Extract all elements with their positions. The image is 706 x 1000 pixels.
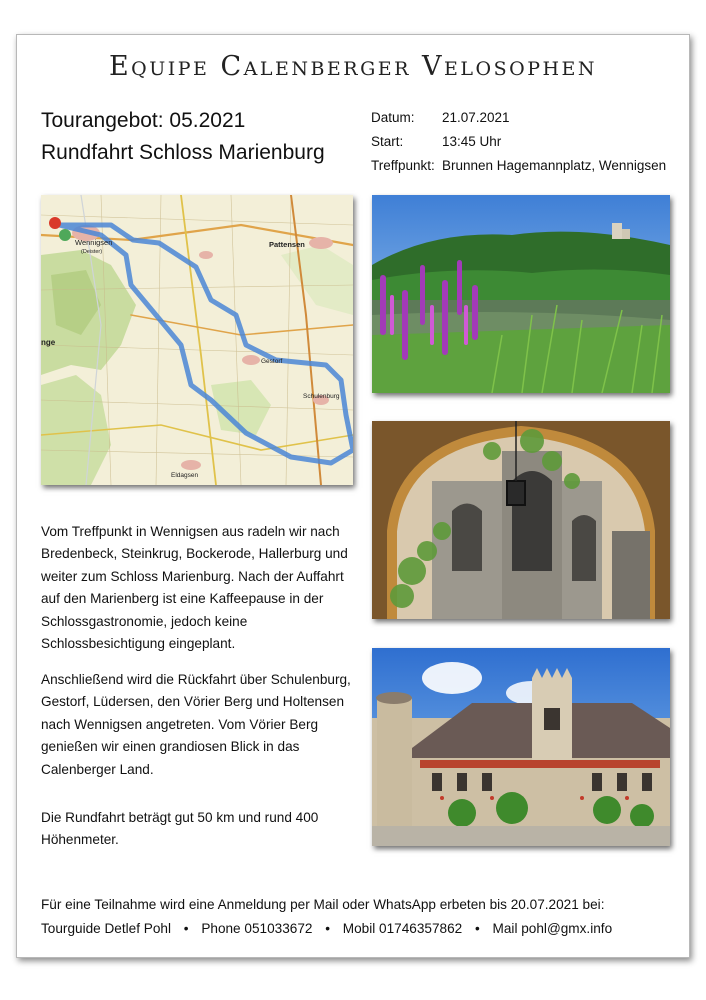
tour-heading — [41, 105, 325, 169]
contact-phone: Phone 051033672 — [201, 921, 313, 936]
tour-name: Rundfahrt Schloss Marienburg — [41, 141, 325, 164]
registration-footer — [41, 893, 681, 941]
detail-value: Brunnen Hagemannplatz, Wennigsen — [442, 158, 667, 173]
photo-castle-arch-graphic — [372, 421, 670, 619]
registration-note: Für eine Teilnahme wird eine Anmeldung per Mail oder WhatsApp erbeten bis 20.07.2021 bei: — [41, 897, 605, 912]
detail-value: 21.07.2021 — [442, 110, 510, 125]
detail-label: Datum: — [371, 110, 415, 125]
route-map-graphic — [41, 195, 353, 485]
tour-details — [371, 106, 666, 178]
description-paragraph-2: Anschließend wird die Rückfahrt über Schulenburg, Gestorf, Lüdersen, den Vörier Berg und Holtensen nach Wennigsen angetreten. Vom Vörier Berg genießen wir einen grandiosen Blick in das Calenberger Land. — [41, 672, 351, 777]
tour-number: Tourangebot: 05.2021 — [41, 109, 246, 132]
detail-label: Treffpunkt: — [371, 158, 435, 173]
photo-castle-courtyard — [372, 648, 670, 846]
photo-castle-arch — [372, 421, 670, 619]
bullet-separator: • — [325, 921, 330, 936]
detail-start — [371, 130, 666, 154]
bullet-separator: • — [183, 921, 189, 936]
photo-castle-courtyard-graphic — [372, 648, 670, 846]
map-label-deister: (Deister) — [81, 249, 103, 255]
route-map — [41, 195, 353, 485]
detail-label: Start: — [371, 134, 404, 149]
photo-castle-landscape — [372, 195, 670, 393]
contact-line — [41, 917, 681, 941]
tour-guide-name: Tourguide Detlef Pohl — [41, 921, 171, 936]
description-paragraph-1: Vom Treffpunkt in Wennigsen aus radeln wir nach Bredenbeck, Steinkrug, Bockerode, Hallerburg und weiter zum Schloss Marienburg. Nach der Auffahrt auf den Marienberg ist eine Kaffeepause in der Schlossgastronomie, jedoch keine Schlossbesichtigung eingeplant. — [41, 524, 348, 652]
detail-date — [371, 106, 666, 130]
detail-value: 13:45 Uhr — [442, 134, 502, 149]
photo-castle-landscape-graphic — [372, 195, 670, 393]
contact-mail: Mail pohl@gmx.info — [492, 921, 613, 936]
description-paragraph-3: Die Rundfahrt beträgt gut 50 km und rund 400 Höhenmeter. — [41, 810, 319, 848]
map-label-ange: nge — [41, 338, 56, 347]
map-label-eldagsen: Eldagsen — [171, 472, 199, 479]
map-label-gestorf: Gestorf — [261, 358, 283, 365]
flyer-page — [16, 34, 690, 958]
bullet-separator: • — [475, 921, 480, 936]
page-title: Equipe Calenberger Velosophen — [108, 51, 598, 82]
map-label-pattensen: Pattensen — [269, 240, 305, 249]
contact-mobile: Mobil 01746357862 — [342, 921, 463, 936]
map-label-wennigsen: Wennigsen — [75, 238, 113, 247]
map-label-schulenburg: Schulenburg — [303, 393, 340, 400]
detail-meeting-point — [371, 154, 666, 178]
